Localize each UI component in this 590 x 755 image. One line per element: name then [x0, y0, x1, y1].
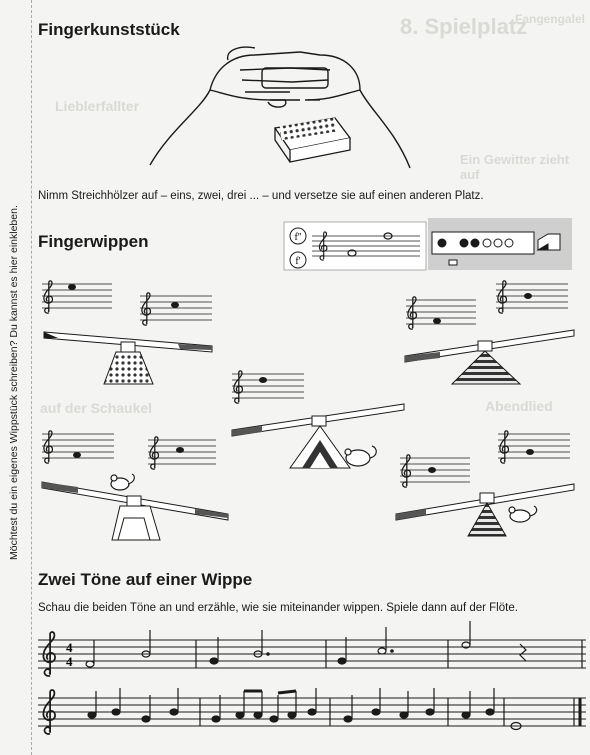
note-dot [259, 377, 267, 383]
note-range-chart [284, 222, 426, 270]
note-dot [428, 467, 436, 473]
note-dot [433, 318, 441, 324]
staff-2-notes [88, 688, 580, 730]
music-staff-1 [38, 640, 586, 668]
ghost-text: auf der Schaukel [40, 400, 153, 416]
mini-staff [140, 296, 212, 320]
note-dot [171, 302, 179, 308]
sidebar-note: Möchtest du ein eigenes Wippstück schreiben? Du kannst es hier einkleben. [8, 205, 20, 560]
seesaw-2 [405, 330, 574, 384]
ghost-text: Lieblerfallter [55, 98, 140, 114]
mini-staff [232, 374, 304, 398]
ghost-text: Abendlied [485, 398, 553, 414]
note-label-lower: f' [295, 256, 301, 267]
section-heading-zwei-toene: Zwei Töne auf einer Wippe [38, 570, 253, 589]
note-dot [526, 449, 534, 455]
section-heading-fingerkunststueck: Fingerkunststück [38, 20, 180, 39]
section-heading-fingerwippen: Fingerwippen [38, 232, 149, 251]
mini-staff [498, 434, 570, 458]
ghost-text: Ein Gewitter zieht auf [460, 152, 570, 182]
fingering-holes [432, 232, 560, 265]
section-instruction-3: Schau die beiden Töne an und erzähle, wie sie miteinander wippen. Spiele dann auf der Flöte. [38, 602, 518, 614]
hands-illustration [150, 47, 410, 168]
matchbox-illustration [275, 118, 350, 162]
note-dot [176, 447, 184, 453]
note-dot [73, 452, 81, 458]
ghost-text: 8. Spielplatz [400, 14, 528, 39]
note-label-upper: f'' [294, 232, 302, 243]
note-dot [68, 284, 76, 290]
section-instruction-1: Nimm Streichhölzer auf – eins, zwei, drei ... – und versetze sie auf einen anderen Platz. [38, 190, 484, 202]
mini-staff [42, 284, 112, 308]
seesaw-3 [232, 404, 404, 468]
time-signature-bottom: 4 [66, 654, 73, 669]
note-dot [524, 293, 532, 299]
time-signature-top: 4 [66, 640, 73, 655]
seesaw-4 [42, 482, 228, 540]
ghost-text: Fangengalel [515, 12, 586, 26]
mini-staff [406, 300, 476, 324]
seesaw-5 [396, 484, 574, 536]
seesaw-1 [44, 332, 212, 384]
